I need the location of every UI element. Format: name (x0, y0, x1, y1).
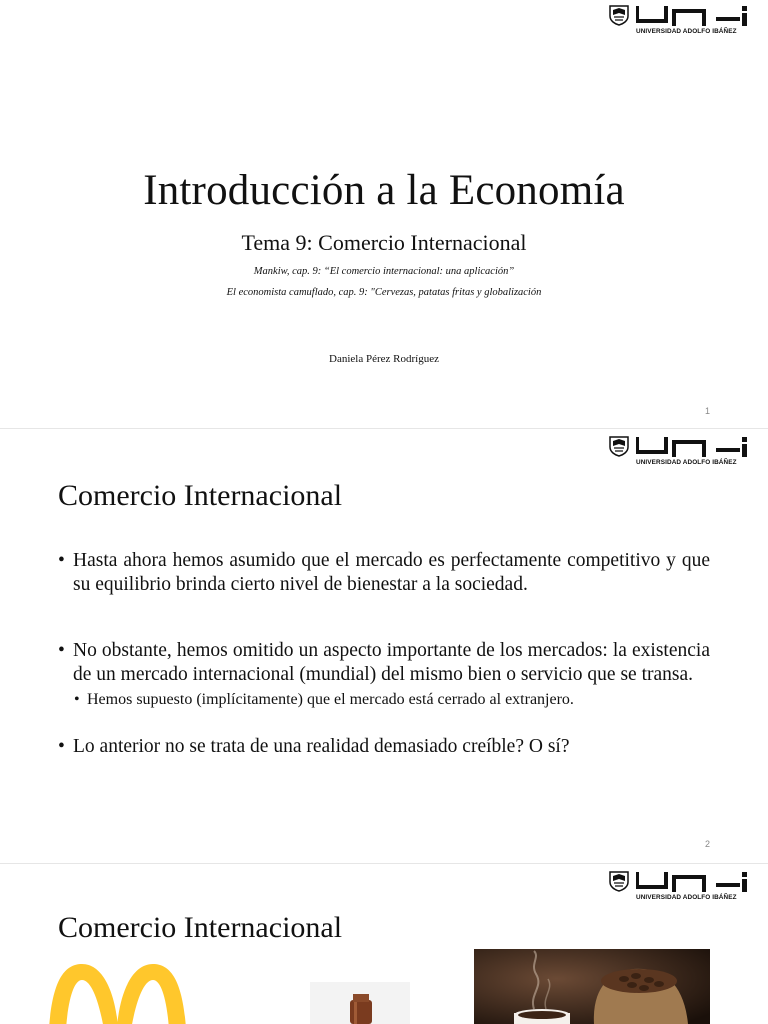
mcdonalds-logo-image (40, 960, 195, 1024)
presentation-title: Introducción a la Economía (143, 167, 625, 214)
university-name: UNIVERSIDAD ADOLFO IBÁÑEZ (636, 459, 737, 466)
presentation-subtitle: Tema 9: Comercio Internacional (241, 230, 527, 255)
golden-arches-icon (40, 960, 195, 1024)
uai-wordmark-icon (636, 5, 750, 27)
bullet-item: • Hasta ahora hemos asumido que el mercado es perfectamente competitivo y que su equilibrio brinda cierto nivel de bienestar a la sociedad. (58, 549, 710, 597)
crest-icon (608, 4, 630, 26)
crest-icon (608, 435, 630, 457)
uai-logo (608, 4, 752, 40)
slide-3 (0, 864, 768, 1024)
slide-1 (0, 0, 768, 428)
bullet-item: • No obstante, hemos omitido un aspecto importante de los mercados: la existencia de un mercado internacional (mundial) del mismo bien o servicio que se transa. (58, 639, 710, 687)
slide-heading: Comercio Internacional (58, 479, 343, 512)
slide-2 (0, 429, 768, 863)
crest-icon (608, 870, 630, 892)
reference-economista: El economista camuflado, cap. 9: "Cervezas, patatas fritas y globalización (226, 287, 542, 298)
author-name: Daniela Pérez Rodríguez (329, 353, 439, 365)
bullet-group (58, 639, 710, 711)
university-name: UNIVERSIDAD ADOLFO IBÁÑEZ (636, 894, 737, 901)
uai-wordmark-icon (636, 436, 750, 458)
sub-bullet-item: • Hemos supuesto (implícitamente) que el mercado está cerrado al extranjero. (58, 689, 710, 711)
wine-bottle-icon (310, 982, 410, 1024)
bullet-list (58, 549, 710, 759)
coffee-image (474, 949, 710, 1024)
slide-heading: Comercio Internacional (58, 911, 343, 944)
university-name: UNIVERSIDAD ADOLFO IBÁÑEZ (636, 28, 737, 35)
wine-bottle-image (310, 982, 410, 1024)
coffee-cup-and-beans-icon (474, 949, 710, 1024)
page-number: 1 (704, 406, 710, 416)
page-number: 2 (704, 839, 710, 849)
uai-logo (608, 870, 752, 906)
reference-mankiw: Mankiw, cap. 9: “El comercio internacional: una aplicación” (253, 266, 515, 277)
bullet-item: • Lo anterior no se trata de una realidad demasiado creíble? O sí? (58, 735, 710, 759)
uai-wordmark-icon (636, 871, 750, 893)
uai-logo (608, 435, 752, 471)
